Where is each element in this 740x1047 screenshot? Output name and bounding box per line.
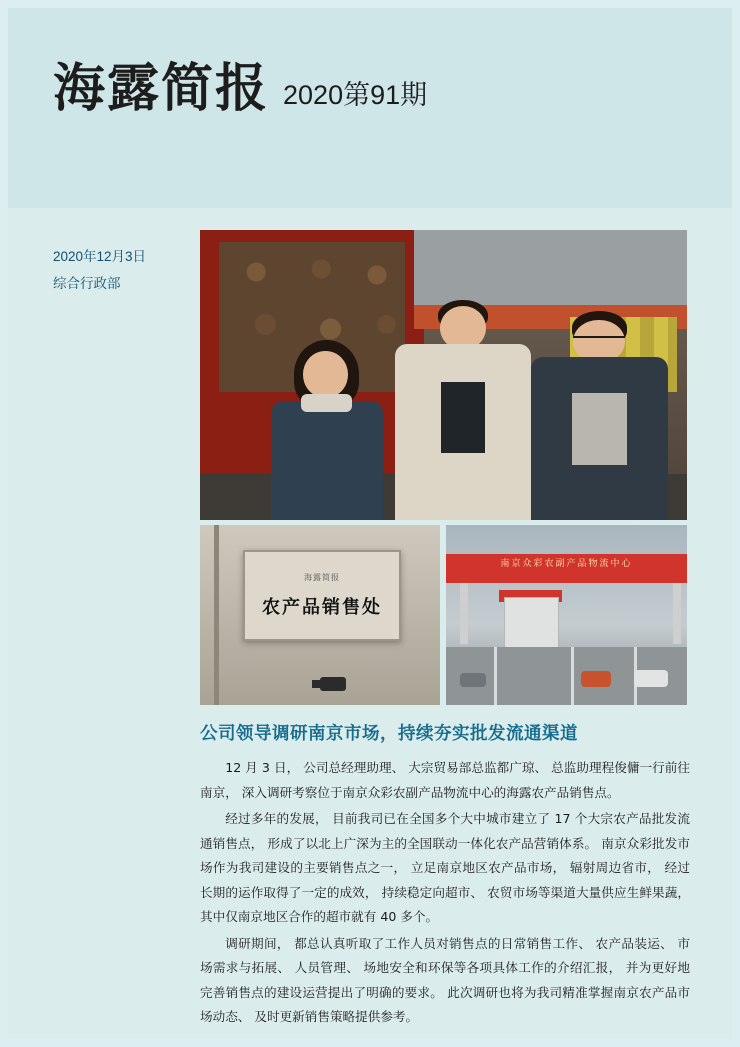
meta-column xyxy=(53,243,193,297)
person-left xyxy=(268,340,385,520)
inner-shirt xyxy=(441,382,485,453)
face-icon xyxy=(303,351,347,398)
article-paragraph: 调研期间， 都总认真听取了工作人员对销售点的日常销售工作、 农产品装运、 市场需求与拓展、 人员管理、 场地安全和环保等各项具体工作的介绍汇报， 并为更好地完善销售点的建设运营提出了明确的要求。 此次调研也将为我司精准掌握南京农产品市场动态、 及时更新销售策略提供参考。 xyxy=(200,935,690,1025)
department-label: 综合行政部 xyxy=(53,276,121,291)
car-icon xyxy=(634,670,668,687)
sign-plaque xyxy=(243,550,401,640)
gate-banner-text: 南京众彩农副产品物流中心 xyxy=(500,557,633,568)
sign-subtitle: 海露简报 xyxy=(303,572,340,582)
person-right xyxy=(531,311,667,520)
lane-divider xyxy=(571,647,574,705)
security-camera-icon xyxy=(320,677,346,691)
car-icon xyxy=(460,673,486,687)
publication-date: 2020年12月3日 xyxy=(53,249,147,264)
sign-title: 农产品销售处 xyxy=(261,596,382,617)
gate-leg-right xyxy=(673,583,681,644)
gate-leg-left xyxy=(460,583,468,644)
inner-sweater xyxy=(572,393,627,465)
coat xyxy=(395,344,531,520)
lane-divider xyxy=(494,647,497,705)
toll-booth xyxy=(504,597,559,649)
photo-sign-group xyxy=(200,525,440,705)
article-paragraph: 经过多年的发展， 目前我司已在全国多个大中城市建立了 17 个大宗农产品批发流通销售点， 形成了以北上广深为主的全国联动一体化农产品营销体系。 南京众彩批发市场作为我司建设的主要销售点之一， 立足南京地区农产品市场， 辐射周边省市， 经过长期的运作取得了一定的成效， 持续稳定向超市、 农贸市场等渠道大量供应生鲜果蔬， 其中仅南京地区合作的超市就有 40 多个。 xyxy=(200,811,690,925)
article-headline: 公司领导调研南京市场，持续夯实批发流通渠道 xyxy=(200,724,578,744)
photo-main-group xyxy=(200,230,687,520)
article-body xyxy=(200,756,690,1032)
coat xyxy=(531,357,667,520)
article-paragraph: 12 月 3 日， 公司总经理助理、 大宗贸易部总监都广琼、 总监助理程俊傭一行前往南京， 深入调研考察位于南京众彩农副产品物流中心的海露农产品销售点。 xyxy=(200,760,690,800)
page-body xyxy=(8,8,732,1039)
page-title: 海露简报 xyxy=(53,59,270,119)
masthead-title-row xyxy=(53,59,428,119)
glasses-icon xyxy=(573,336,625,348)
masthead xyxy=(8,8,732,208)
issue-number: 2020第91期 xyxy=(283,80,428,110)
wall-pipe xyxy=(214,525,219,705)
market-roof xyxy=(414,230,687,305)
photo-gate-group xyxy=(446,525,687,705)
person-center xyxy=(395,300,531,520)
car-icon xyxy=(581,671,611,687)
scarf xyxy=(301,394,352,412)
coat xyxy=(271,401,383,520)
